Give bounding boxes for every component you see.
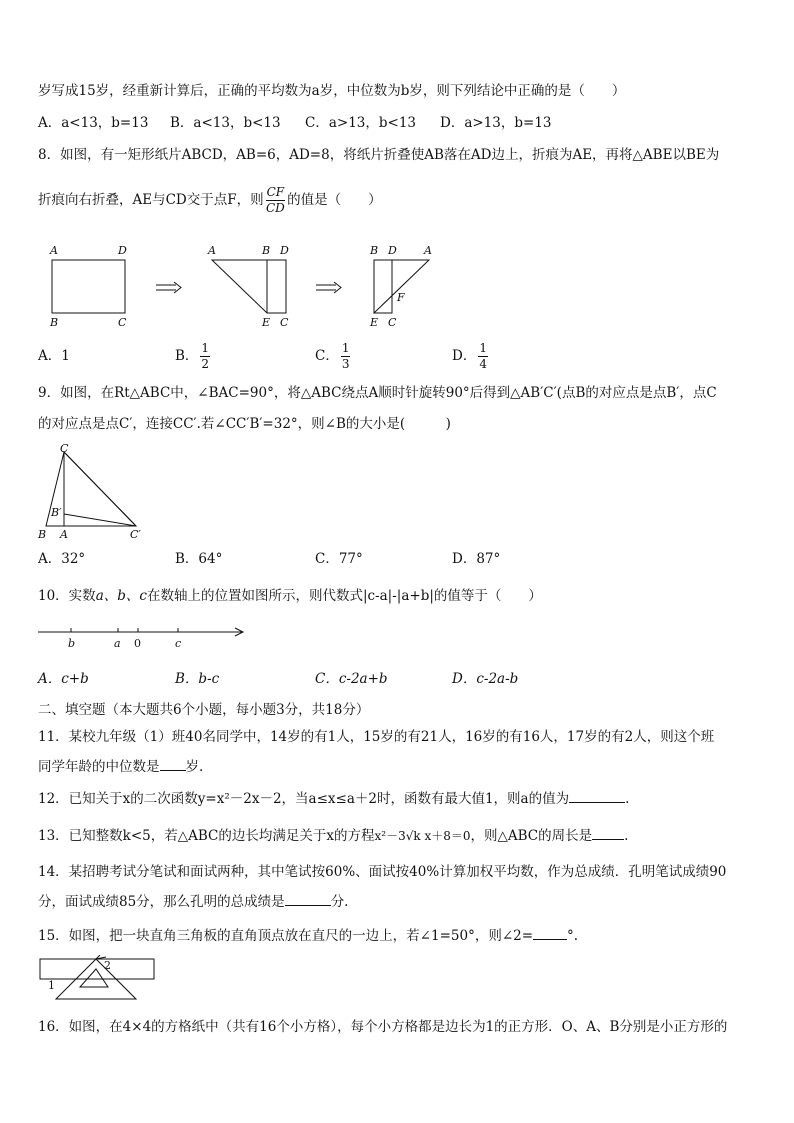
q8-fraction-num: CF bbox=[266, 185, 285, 199]
q13-answer-blank[interactable] bbox=[592, 826, 624, 840]
q8-option-d bbox=[452, 336, 490, 376]
q8-figure-3 bbox=[369, 244, 432, 329]
q15-line1-post: °. bbox=[567, 928, 579, 944]
q9-line1: 9．如图，在Rt△ABC中，∠BAC=90°，将△ABC绕点A顺时针旋转90°后得到△AB′C′(点B的对应点是点B′，点C bbox=[38, 385, 717, 401]
fig2-label-e: E bbox=[262, 316, 271, 329]
fig3-label-d: D bbox=[388, 244, 397, 257]
q10-number-line bbox=[36, 622, 251, 652]
q11-line1: 11．某校九年级（1）班40名同学中，14岁的有1人，15岁的有21人，16岁的有16人，17岁的有2人，则这个班 bbox=[38, 729, 715, 745]
q16-line1: 16．如图，在4×4的方格纸中（共有16个小方格），每个小方格都是边长为1的正方形．O、A、B分别是小正方形的 bbox=[38, 1019, 728, 1035]
q10-option-a: A．c+b bbox=[38, 671, 89, 687]
q8-option-b-den: 2 bbox=[201, 357, 210, 371]
fig3-label-e: E bbox=[370, 316, 379, 329]
q8-arrow-2 bbox=[316, 282, 341, 293]
q12-answer-blank[interactable] bbox=[569, 789, 625, 803]
q7-option-a: A．a<13，b=13 bbox=[38, 115, 149, 131]
q14-line2-post: 分. bbox=[330, 894, 349, 910]
q8-figure-1 bbox=[49, 244, 127, 329]
fig2-label-c: C bbox=[280, 316, 289, 329]
q8-fraction-den: CD bbox=[265, 201, 285, 215]
fig1-label-b: B bbox=[50, 316, 59, 329]
q10-axis-label-c: c bbox=[175, 637, 182, 650]
q9-label-c: C bbox=[60, 442, 69, 455]
q11-answer-blank[interactable] bbox=[160, 757, 186, 771]
fig3-label-b: B bbox=[370, 244, 379, 257]
q7-option-d: D．a>13，b=13 bbox=[440, 115, 552, 131]
q14-line2-pre: 分，面试成绩85分，那么孔明的总成绩是 bbox=[38, 894, 285, 910]
q8-option-b bbox=[175, 336, 212, 376]
q8-option-a bbox=[38, 346, 70, 366]
q8-option-c bbox=[315, 336, 352, 376]
q8-line2-pre: 折痕向右折叠，AE与CD交于点F，则 bbox=[38, 192, 264, 208]
q8-option-d-den: 4 bbox=[479, 357, 487, 371]
q8-figure-2 bbox=[207, 244, 289, 329]
q10-option-b: B．b-c bbox=[175, 671, 220, 687]
q10-line1-vars: a、b、c bbox=[95, 588, 147, 604]
q9-label-a: A bbox=[60, 528, 68, 541]
q8-option-a-letter: A． bbox=[38, 348, 62, 364]
q10-axis-label-0: 0 bbox=[134, 637, 141, 650]
fig3-label-f: F bbox=[397, 291, 405, 304]
q8-line1: 8．如图，有一矩形纸片ABCD，AB=6，AD=8，将纸片折叠使AB落在AD边上，折痕为AE，再将△ABE以BE为 bbox=[38, 147, 720, 163]
q14-line1: 14．某招聘考试分笔试和面试两种，其中笔试按60%、面试按40%计算加权平均数，作为总成绩．孔明笔试成绩90 bbox=[38, 864, 727, 880]
q9-option-c: C．77° bbox=[315, 551, 363, 567]
q12-line1-post: . bbox=[625, 791, 630, 807]
q8-option-d-num: 1 bbox=[479, 341, 487, 355]
q13-line1-post: . bbox=[624, 828, 629, 844]
fig3-label-a: A bbox=[424, 244, 432, 257]
q9-label-bprime: B′ bbox=[51, 506, 62, 519]
q15-angle-1-label: 1 bbox=[48, 979, 55, 992]
q10-line1-pre: 10．实数 bbox=[38, 588, 96, 604]
q15-figure bbox=[36, 955, 161, 1005]
q15-line1-pre: 15．如图，把一块直角三角板的直角顶点放在直尺的一边上，若∠1=50°，则∠2= bbox=[38, 928, 534, 944]
q15-angle-2-label: 2 bbox=[104, 959, 111, 972]
q11-line2 bbox=[38, 757, 203, 777]
q11-line2-post: 岁. bbox=[185, 759, 204, 775]
q8-option-b-num: 1 bbox=[201, 341, 210, 355]
q8-option-a-value: 1 bbox=[61, 348, 70, 364]
q10-line1-post: 在数轴上的位置如图所示，则代数式|c-a|-|a+b|的值等于（ ） bbox=[146, 588, 542, 604]
q15-line1 bbox=[38, 926, 578, 946]
q8-option-d-letter: D． bbox=[452, 348, 477, 364]
q13-line1 bbox=[38, 826, 628, 846]
q8-option-c-num: 1 bbox=[341, 341, 350, 355]
q8-option-b-letter: B． bbox=[175, 348, 199, 364]
q14-answer-blank[interactable] bbox=[285, 892, 331, 906]
q13-equation: x²－3√k x＋8＝0 bbox=[374, 829, 471, 843]
q8-option-c-den: 3 bbox=[341, 357, 350, 371]
q10-axis-label-a: a bbox=[114, 637, 121, 650]
q9-label-b: B bbox=[38, 528, 47, 541]
q10-option-c: C．c-2a+b bbox=[315, 671, 388, 687]
q8-line2 bbox=[38, 178, 382, 222]
fig1-label-d: D bbox=[118, 244, 127, 257]
q12-line1 bbox=[38, 789, 629, 809]
q8-option-c-letter: C． bbox=[315, 348, 339, 364]
q14-line2 bbox=[38, 892, 348, 912]
q9-label-cprime: C′ bbox=[130, 528, 141, 541]
q9-figure bbox=[34, 442, 154, 542]
fig1-label-c: C bbox=[118, 316, 127, 329]
q8-fraction bbox=[266, 185, 286, 216]
q8-line2-post: 的值是（ ） bbox=[287, 192, 382, 208]
q15-answer-blank[interactable] bbox=[533, 926, 567, 940]
q10-line1 bbox=[38, 586, 542, 606]
fig2-label-a: A bbox=[208, 244, 216, 257]
q9-option-a: A．32° bbox=[38, 551, 86, 567]
q9-option-d: D．87° bbox=[452, 551, 501, 567]
q7-option-b: B．a<13，b<13 bbox=[170, 115, 281, 131]
q13-line1-pre: 13．已知整数k<5，若△ABC的边长均满足关于x的方程 bbox=[38, 828, 375, 844]
fig2-label-b: B bbox=[262, 244, 271, 257]
q12-line1-pre: 12．已知关于x的二次函数y=x²－2x－2，当a≤x≤a＋2时，函数有最大值1，则a的值为 bbox=[38, 791, 570, 807]
q8-figures bbox=[38, 238, 458, 333]
fig2-label-d: D bbox=[280, 244, 289, 257]
q8-arrow-1 bbox=[156, 282, 181, 293]
q9-line2: 的对应点是点C′，连接CC′.若∠CC′B′=32°，则∠B的大小是( ) bbox=[38, 416, 451, 432]
q11-line2-pre: 同学年龄的中位数是 bbox=[38, 759, 160, 775]
q13-line1-mid: ，则△ABC的周长是 bbox=[470, 828, 593, 844]
q7-option-c: C．a>13，b<13 bbox=[305, 115, 416, 131]
fig3-label-c: C bbox=[388, 316, 397, 329]
q10-option-d: D．c-2a-b bbox=[452, 671, 519, 687]
q10-axis-label-b: b bbox=[68, 637, 76, 650]
section-2-heading: 二、填空题（本大题共6个小题，每小题3分，共18分） bbox=[38, 702, 370, 718]
q7-line1: 岁写成15岁，经重新计算后，正确的平均数为a岁，中位数为b岁，则下列结论中正确的是（ ） bbox=[38, 83, 626, 99]
fig1-label-a: A bbox=[50, 244, 58, 257]
q9-option-b: B．64° bbox=[175, 551, 223, 567]
